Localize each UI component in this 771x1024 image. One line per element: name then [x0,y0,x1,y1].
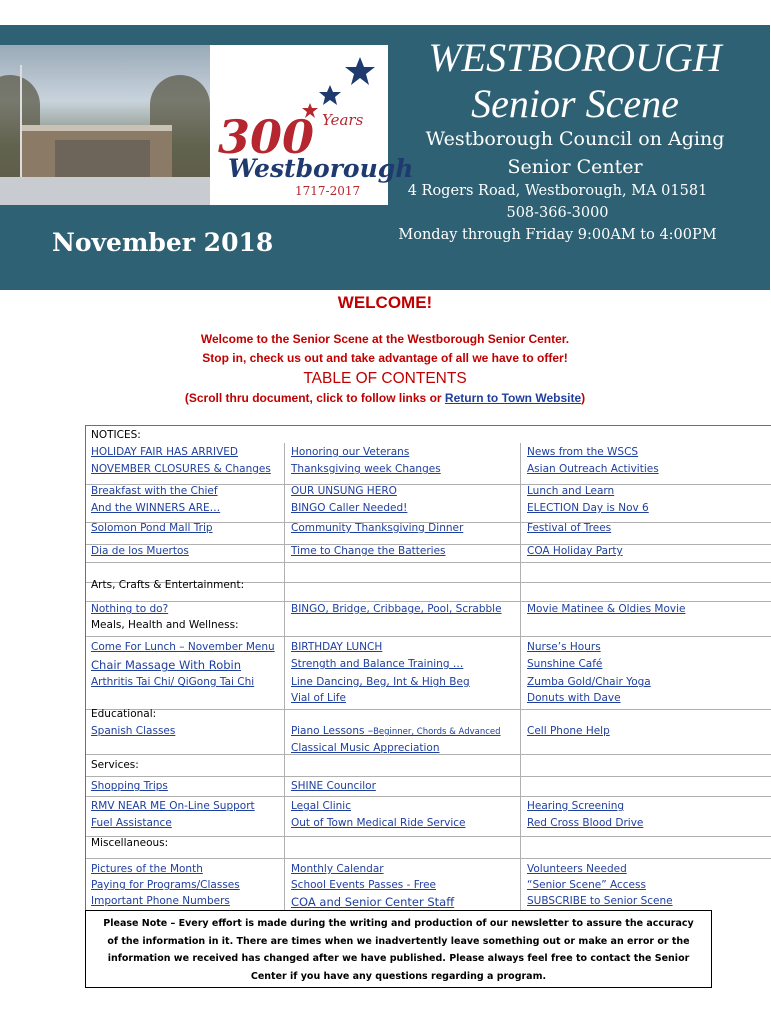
toc-link-coa-staff[interactable]: COA and Senior Center Staff [291,895,455,909]
row-divider [86,709,771,710]
toc-link-cell-phone-help[interactable]: Cell Phone Help [527,725,610,737]
toc-link-breakfast[interactable]: Breakfast with the Chief [91,485,218,497]
toc-link-bingo-bridge[interactable]: BINGO, Bridge, Cribbage, Pool, Scrabble [291,603,502,615]
toc-link-birthday-lunch[interactable]: BIRTHDAY LUNCH [291,641,383,653]
toc-link-shine-councilor[interactable]: SHINE Councilor [291,780,376,792]
toc-link-wscs-news[interactable]: News from the WSCS [527,446,639,458]
toc-link-vial-of-life[interactable]: Vial of Life [291,692,346,704]
toc-link-fuel-assistance[interactable]: Fuel Assistance [91,817,172,829]
meals-heading: Meals, Health and Wellness: [91,619,239,631]
row-divider [86,636,771,637]
disclaimer-note [85,910,712,988]
toc-link-festival-of-trees[interactable]: Festival of Trees [527,522,612,534]
star-icon [345,57,375,85]
logo-number: 300 [218,110,315,164]
column-divider [284,443,285,911]
row-divider [86,562,771,563]
piano-lessons-detail: Beginner, Chords & Advanced [373,727,501,737]
toc-heading: TABLE OF CONTENTS [303,370,467,387]
toc-link-school-events[interactable]: School Events Passes - Free [291,879,436,891]
toc-link-line-dancing[interactable]: Line Dancing, Beg, Int & High Beg [291,676,470,688]
flagpole-shape [20,65,22,180]
disclaimer-line-2: of the information in it. There are times when we inadvertently leave something out or make an error or the [107,935,690,947]
disclaimer-line-4: Center if you have any questions regarding a program. [250,970,547,982]
star-icon [319,85,341,105]
toc-link-thanksgiving-week[interactable]: Thanksgiving week Changes [291,463,441,475]
miscellaneous-heading: Miscellaneous: [91,837,169,849]
toc-link-pictures-of-month[interactable]: Pictures of the Month [91,863,203,875]
toc-link-volunteers-needed[interactable]: Volunteers Needed [527,863,627,875]
phone-number: 508-366-3000 [506,205,609,221]
building-entrance-shape [55,140,150,180]
toc-link-honoring-veterans[interactable]: Honoring our Veterans [291,446,410,458]
toc-link-important-phone-numbers[interactable]: Important Phone Numbers [91,895,230,907]
piano-lessons-label: Piano Lessons – [291,725,374,737]
notices-heading: NOTICES: [91,429,141,441]
senior-center-photo [0,45,210,205]
hours: Monday through Friday 9:00AM to 4:00PM [398,227,717,243]
toc-link-legal-clinic[interactable]: Legal Clinic [291,800,351,812]
scroll-instructions [0,391,770,405]
toc-link-change-batteries[interactable]: Time to Change the Batteries [291,545,446,557]
toc-link-spanish-classes[interactable]: Spanish Classes [91,725,176,737]
toc-table [85,425,771,911]
disclaimer-line-1: Please Note – Every effort is made during the writing and production of our newsletter to assure the accuracy [103,918,694,929]
welcome-line-2: Stop in, check us out and take advantage of all we have to offer! [202,351,568,365]
toc-link-chair-massage[interactable]: Chair Massage With Robin [91,658,242,672]
toc-link-donuts-with-dave[interactable]: Donuts with Dave [527,692,621,704]
toc-link-rmv-near-me[interactable]: RMV NEAR ME On-Line Support [91,800,255,812]
toc-link-nurses-hours[interactable]: Nurse’s Hours [527,641,601,653]
toc-link-come-for-lunch[interactable]: Come For Lunch – November Menu [91,641,275,653]
toc-link-red-cross-blood-drive[interactable]: Red Cross Blood Drive [527,817,644,829]
toc-link-monthly-calendar[interactable]: Monthly Calendar [291,863,384,875]
anniversary-logo [210,45,414,205]
issue-month: November 2018 [52,228,274,257]
logo-graphic [210,45,414,205]
welcome-line-1: Welcome to the Senior Scene at the Westborough Senior Center. [200,332,570,346]
logo-years: Years [322,111,364,129]
arts-heading: Arts, Crafts & Entertainment: [91,579,245,591]
newsletter-title-line2: Senior Scene [471,81,679,126]
services-heading: Services: [91,759,139,771]
toc-link-sunshine-cafe[interactable]: Sunshine Café [527,658,603,670]
welcome-heading: WELCOME! [337,293,433,312]
row-divider [86,858,771,859]
toc-link-arthritis-tai-chi[interactable]: Arthritis Tai Chi/ QiGong Tai Chi [91,676,255,688]
return-to-town-website-link[interactable]: Return to Town Website [444,391,582,405]
scroll-prefix: (Scroll thru document, click to follow links or [184,391,445,405]
toc-link-hearing-screening[interactable]: Hearing Screening [527,800,625,812]
organization-name: Westborough Council on Aging [425,128,725,150]
snow-ground-shape [0,177,210,205]
row-divider [86,836,771,837]
toc-link-winners[interactable]: And the WINNERS ARE… [91,502,221,514]
organization-subname: Senior Center [507,156,643,178]
logo-town: Westborough [228,154,414,183]
toc-link-unsung-hero[interactable]: OUR UNSUNG HERO [291,485,397,497]
educational-heading: Educational: [91,708,157,720]
toc-link-coa-holiday-party[interactable]: COA Holiday Party [527,545,623,557]
toc-link-nothing-to-do[interactable]: Nothing to do? [91,603,169,615]
toc-link-medical-ride[interactable]: Out of Town Medical Ride Service [291,817,466,829]
row-divider [86,754,771,755]
toc-link-lunch-and-learn[interactable]: Lunch and Learn [527,485,615,497]
toc-link-asian-outreach[interactable]: Asian Outreach Activities [527,463,659,475]
scroll-suffix: ) [581,391,586,405]
toc-link-subscribe[interactable]: SUBSCRIBE to Senior Scene [527,895,673,907]
address: 4 Rogers Road, Westborough, MA 01581 [407,183,708,199]
toc-link-strength-balance[interactable]: Strength and Balance Training … [291,658,464,670]
toc-link-bingo-caller[interactable]: BINGO Caller Needed! [291,502,408,514]
row-divider [86,601,771,602]
column-divider [520,443,521,911]
disclaimer-line-3: information we received has changed after we have published. Please always feel free to contact the Senior [107,953,690,964]
toc-link-solomon-pond[interactable]: Solomon Pond Mall Trip [91,522,213,534]
row-divider [86,776,771,777]
toc-link-movie-matinee[interactable]: Movie Matinee & Oldies Movie [527,603,686,615]
toc-link-holiday-fair[interactable]: HOLIDAY FAIR HAS ARRIVED [91,446,238,458]
row-divider [86,796,771,797]
newsletter-title-line1: WESTBOROUGH [428,35,722,80]
toc-link-shopping-trips[interactable]: Shopping Trips [91,780,168,792]
toc-link-piano-lessons[interactable] [291,725,501,737]
toc-link-paying-for-programs[interactable]: Paying for Programs/Classes [91,879,240,891]
toc-link-november-closures[interactable]: NOVEMBER CLOSURES & Changes [91,463,271,475]
logo-dates: 1717-2017 [295,184,361,198]
toc-link-community-thanksgiving[interactable]: Community Thanksgiving Dinner [291,522,464,534]
toc-link-zumba-gold[interactable]: Zumba Gold/Chair Yoga [527,676,651,688]
toc-link-election-day[interactable]: ELECTION Day is Nov 6 [527,502,649,514]
toc-link-senior-scene-access[interactable]: “Senior Scene” Access [527,879,646,891]
toc-link-classical-music[interactable]: Classical Music Appreciation [291,742,440,754]
toc-link-dia-de-los-muertos[interactable]: Dia de los Muertos [91,545,189,557]
